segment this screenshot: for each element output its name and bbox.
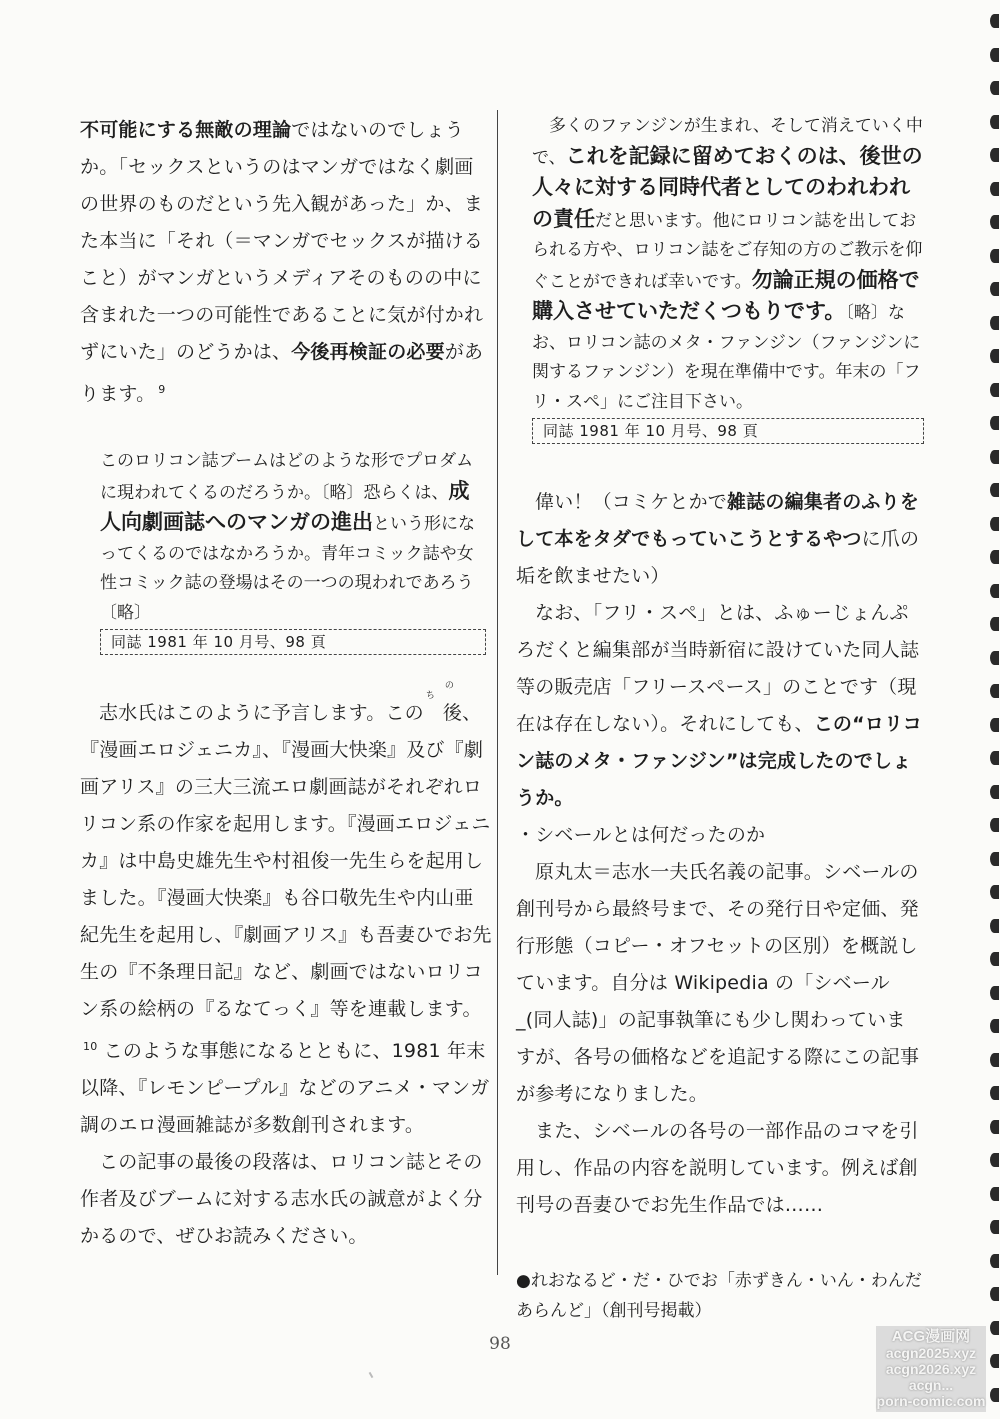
- binding-hole: [990, 450, 999, 464]
- watermark-logo: [876, 1326, 986, 1412]
- section-heading: ・シベールとは何だったのか: [516, 824, 766, 846]
- left-paragraph-2: [80, 681, 492, 1144]
- watermark-line: porn-comic.com: [876, 1393, 986, 1409]
- watermark-line: acgn2025.xyz: [885, 1345, 977, 1361]
- right-paragraph-4: また、シベールの各号の一部作品のコマを引用し、作品の内容を説明しています。例えば創刊号の吾妻ひでお先生作品では……: [516, 1120, 919, 1216]
- left-paragraph-3: この記事の最後の段落は、ロリコン誌とその作者及びブームに対する志水氏の誠意がよく分かるので、ぜひお読みください。: [80, 1151, 483, 1247]
- binding-hole: [990, 1153, 999, 1167]
- binding-hole: [990, 81, 999, 95]
- left-citation-box: 同誌 1981 年 10 月号、98 頁: [100, 629, 486, 655]
- spiral-binding: [986, 0, 1000, 1419]
- text-span: に爪の垢を飲ませたい）: [516, 528, 920, 587]
- left-quote-block: [100, 447, 486, 655]
- left-quote-text: [100, 447, 486, 628]
- binding-hole: [990, 215, 999, 229]
- text-span: 〔略〕なお、ロリコン誌のメタ・ファンジン（ファンジンに関するファンジン）を現在準備中です。年末の「フリ・スペ」にご注目下さい。: [532, 303, 921, 412]
- binding-hole: [990, 1086, 999, 1100]
- text-span: 、『漫画エロジェニカ』、『漫画大快楽』及び『劇画アリス』の三大三流エロ劇画誌がそれぞれロリコン系の作家を起用します。『漫画エロジェニカ』は中島史雄先生や村祖俊一先生らを起用しました。『漫画大快楽』も谷口敬先生や内山亜紀先生を起用し、『劇画アリス』も吾妻ひでお先生の『不条理日記』など、劇画ではないロリコン系の絵柄の『るなてっく』等を連載します。: [80, 702, 492, 1020]
- right-paragraph-2: [516, 595, 924, 817]
- right-paragraph-3: 原丸太＝志水一夫氏名義の記事。シベールの創刊号から最終号まで、その発行日や定価、発行形態（コピー・オフセットの区別）を概説しています。自分は Wikipedia の「シベール_(同人誌)」の記事執筆にも少し関わっていますが、各号の価格などを追記する際にこの記事が参考になりました。: [516, 861, 920, 1105]
- ruby-base: 後: [442, 702, 463, 724]
- footnote-marker: 10: [83, 1040, 98, 1053]
- binding-hole: [990, 852, 999, 866]
- bold-phrase: 勿論正規の価格で購入させていただくつもりです。: [532, 267, 920, 323]
- watermark-line: acgn2026.xyz: [885, 1361, 977, 1377]
- binding-hole: [990, 684, 999, 698]
- text-span: 偉い！（コミケとかで: [535, 491, 728, 513]
- right-quote-block: [532, 112, 924, 444]
- bold-phrase: 不可能にする無敵の理論: [80, 119, 292, 141]
- watermark-line: ACG漫画网: [891, 1328, 971, 1345]
- bold-phrase: 成人向劇画誌へのマンガの進出: [100, 478, 470, 534]
- binding-hole: [990, 617, 999, 631]
- binding-hole: [990, 14, 999, 28]
- binding-hole: [990, 1019, 999, 1033]
- right-citation-box: 同誌 1981 年 10 月号、98 頁: [532, 418, 924, 444]
- binding-hole: [990, 952, 999, 966]
- left-column: [80, 112, 492, 1255]
- text-span: 志水氏はこのように予言します。この: [99, 702, 424, 724]
- binding-hole: [990, 785, 999, 799]
- watermark-line: acgn...: [908, 1377, 954, 1393]
- right-paragraph-1: [516, 484, 924, 595]
- binding-hole: [990, 718, 999, 732]
- binding-hole: [990, 751, 999, 765]
- binding-hole: [990, 1254, 999, 1268]
- binding-hole: [990, 1388, 999, 1402]
- binding-hole: [990, 316, 999, 330]
- binding-hole: [990, 349, 999, 363]
- ruby-text: のち: [425, 681, 455, 701]
- binding-hole: [990, 1053, 999, 1067]
- binding-hole: [990, 1321, 999, 1335]
- binding-hole: [990, 517, 999, 531]
- bold-phrase: 今後再検証の必要: [291, 341, 445, 363]
- binding-hole: [990, 48, 999, 62]
- text-span: だと思います。他にロリコン誌を出しておられる方や、ロリコン誌をご存知の方のご教示を仰ぐことができれば幸いです。: [532, 210, 923, 292]
- image-caption: ●れおなるど・だ・ひでお「赤ずきん・いん・わんだあらんど」（創刊号掲載）: [516, 1271, 922, 1321]
- binding-hole: [990, 584, 999, 598]
- binding-hole: [990, 1354, 999, 1368]
- binding-hole: [990, 818, 999, 832]
- right-column: [516, 112, 924, 1326]
- binding-hole: [990, 249, 999, 263]
- footnote-marker: 9: [158, 383, 166, 396]
- bold-phrase: この“ロリコン誌のメタ・ファンジン”は完成したのでしょうか。: [516, 713, 923, 809]
- text-span: 多くのファンジンが生まれ、そして消えていく中で、: [532, 116, 923, 168]
- binding-hole: [990, 1287, 999, 1301]
- text-span: があります。: [80, 341, 484, 405]
- binding-hole: [990, 885, 999, 899]
- column-divider: [497, 110, 498, 1275]
- binding-hole: [990, 115, 999, 129]
- left-paragraph-1: [80, 112, 492, 413]
- binding-hole: [990, 383, 999, 397]
- binding-hole: [990, 1120, 999, 1134]
- binding-hole: [990, 416, 999, 430]
- binding-hole: [990, 483, 999, 497]
- binding-hole: [990, 282, 999, 296]
- binding-hole: [990, 550, 999, 564]
- bold-phrase: 雑誌の編集者のふりをして本をタダでもっていこうとするやつ: [516, 491, 920, 550]
- text-span: このような事態になるとともに、1981 年末以降、『レモンピープル』などのアニメ・マンガ調のエロ漫画雑誌が多数創刊されます。: [80, 1040, 490, 1136]
- page-number: 98: [489, 1334, 511, 1354]
- text-span: という形になってくるのではなかろうか。青年コミック誌や女性コミック誌の登場はその一つの現われであろう〔略〕: [100, 514, 475, 623]
- binding-hole: [990, 1187, 999, 1201]
- binding-hole: [990, 919, 999, 933]
- text-span: ではないのでしょうか。「セックスというのはマンガではなく劇画の世界のものだという先入観があった」か、また本当に「それ（＝マンガでセックスが描けること）がマンガというメディアそのものの中に含まれた一つの可能性であることに気が付かれずにいた」のどうかは、: [80, 119, 484, 363]
- bold-phrase: これを記録に留めておくのは、後世の人々に対する同時代者としてのわれわれの責任: [532, 143, 923, 231]
- right-quote-text: [532, 112, 924, 417]
- text-span: なお、「フリ・スペ」とは、ふゅーじょんぷろだくと編集部が当時新宿に設けていた同人誌等の販売店「フリースペース」のことです（現在は存在しない）。それにしても、: [516, 602, 920, 735]
- binding-hole: [990, 986, 999, 1000]
- paper-speck: [369, 1372, 374, 1378]
- binding-hole: [990, 182, 999, 196]
- binding-hole: [990, 1220, 999, 1234]
- ruby-annotation: [424, 681, 463, 732]
- binding-hole: [990, 651, 999, 665]
- binding-hole: [990, 148, 999, 162]
- text-span: このロリコン誌ブームはどのような形でプロダムに現われてくるのだろうか。〔略〕恐らくは、: [100, 451, 474, 503]
